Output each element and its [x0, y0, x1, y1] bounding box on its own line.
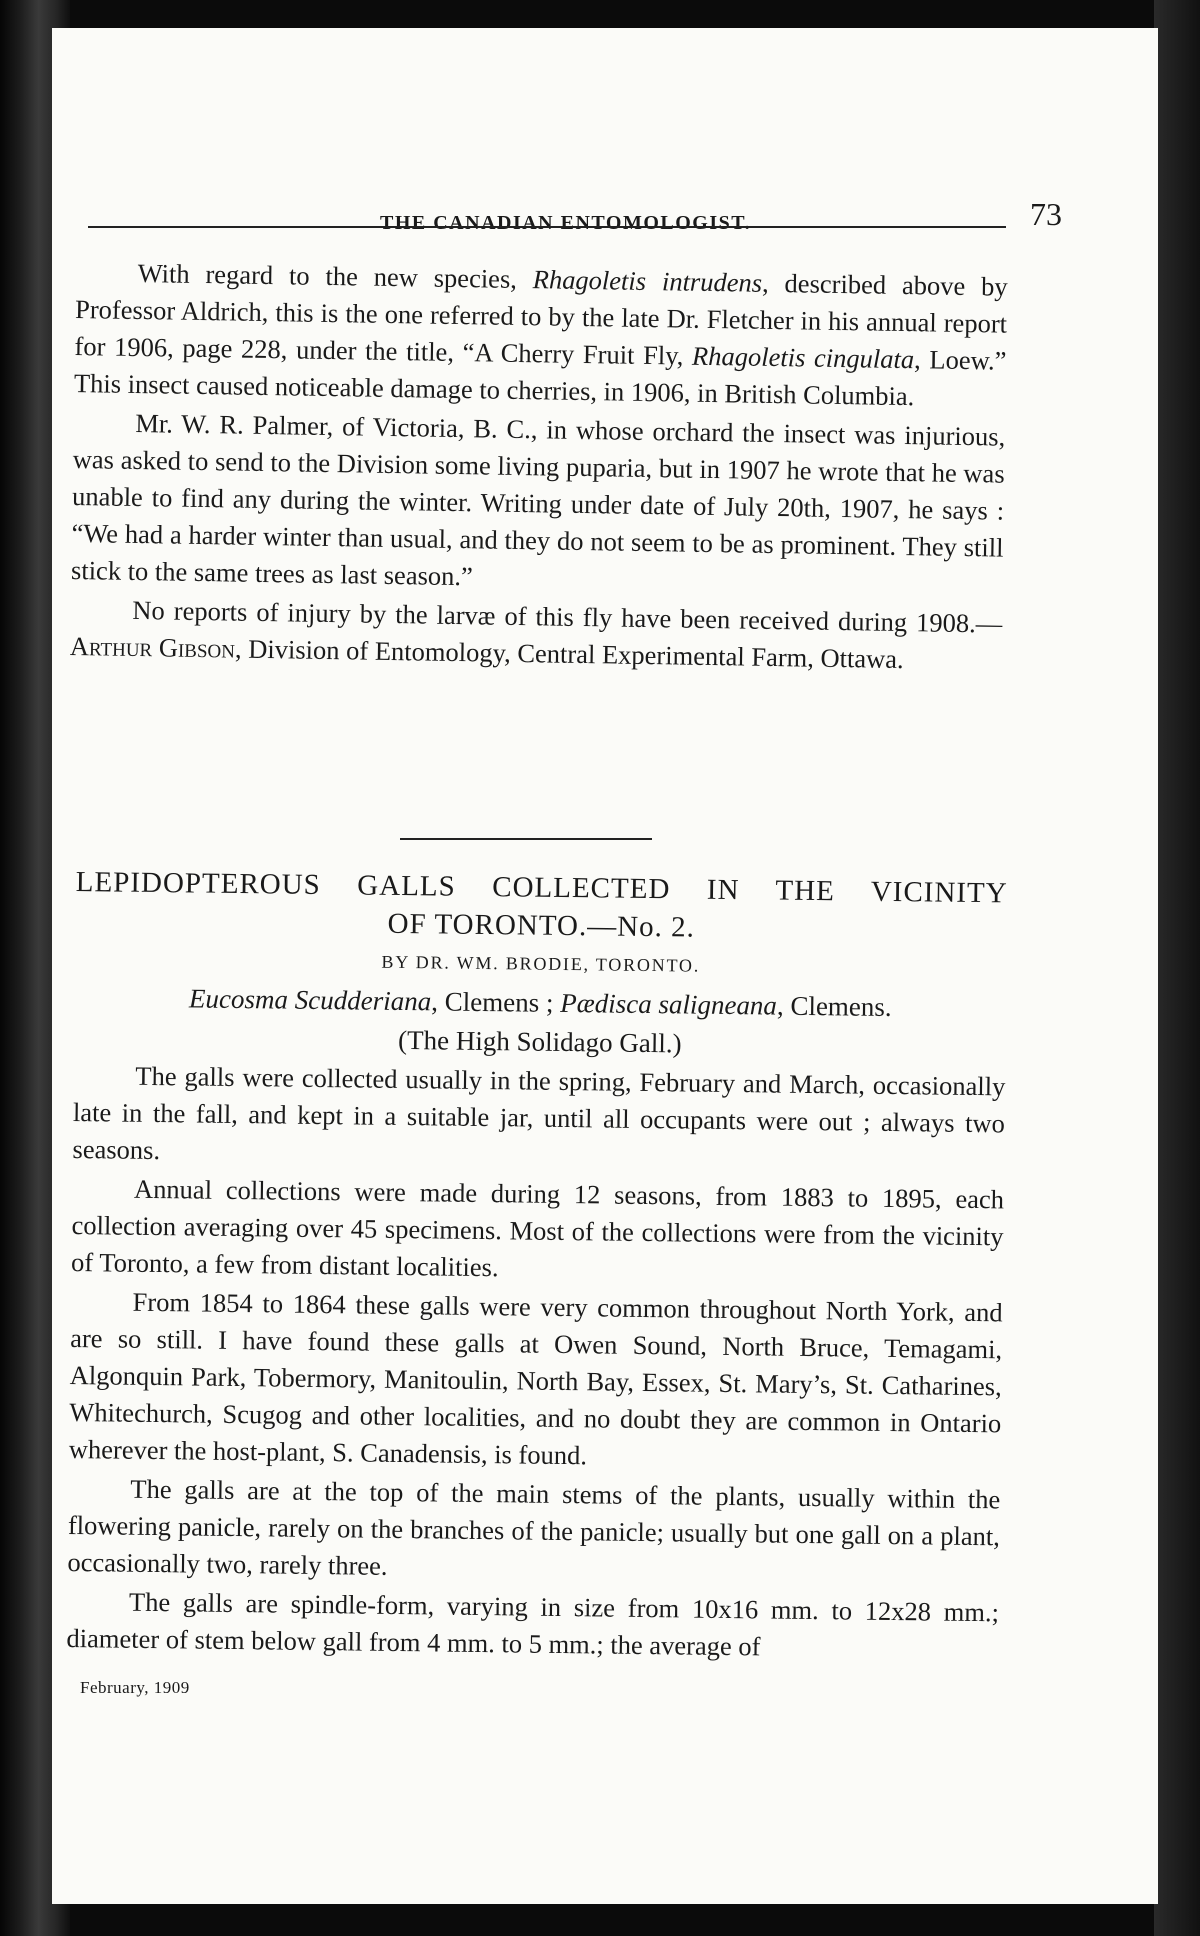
- paragraph: The galls are spindle-form, varying in size from 10x16 mm. to 12x28 mm.; diameter of stem below gall from 4 mm. to 5 mm.; the average of: [66, 1586, 1000, 1662]
- author-name: Arthur Gibson: [69, 630, 236, 664]
- text: , Clemens.: [776, 990, 892, 1022]
- page-header: [342, 178, 1062, 238]
- text: With regard to the new species,: [137, 257, 534, 295]
- text: , Division of Entomology, Central Experimental Farm, Ottawa.: [234, 633, 904, 675]
- paragraph: The galls are at the top of the main stems of the plants, usually within the flowering panicle, rarely on the branches of the panicle; usually but one gall on a plant, occasionally two, rarely three.: [67, 1473, 1001, 1581]
- byline: BY DR. WM. BRODIE, TORONTO.: [381, 951, 701, 976]
- page-number: 73: [1030, 196, 1062, 232]
- text: , Loew.” This insect caused noticeable damage to cherries, in 1906, in British Columbia.: [73, 344, 1007, 412]
- paragraph: [74, 254, 1008, 417]
- paragraph: The galls were collected usually in the spring, February and March, occasionally late in the fall, and kept in a suitable jar, until all occupants were out ; always two seasons.: [72, 1060, 1006, 1166]
- gall-common-name: (The High Solidago Gall.): [397, 1024, 682, 1059]
- running-title: THE CANADIAN ENTOMOLOGIST.: [380, 212, 752, 234]
- paragraph: Mr. W. R. Palmer, of Victoria, B. C., in whose orchard the insect was injurious, was asked to send to the Division some living puparia, but in 1907 he wrote that he was unable to find any during the winter. Writing under date of July 20th, 1907, he says : “We had a harder winter than usual, and they do not seem to be as prominent. They still stick to the same trees as last season.”: [70, 407, 1006, 592]
- text: , described above by Professor Aldrich, this is the one referred to by the late Dr. Fletcher in his annual report for 1906, page 228, under the title, “A Cherry Fruit Fly,: [74, 267, 1008, 371]
- paragraph: [70, 591, 1003, 680]
- lepidopterous-galls-article: [66, 864, 1008, 1668]
- cherry-fruit-fly-note: [70, 254, 1008, 680]
- issue-date: February, 1909: [80, 1678, 190, 1697]
- header-rule: [88, 226, 1006, 228]
- species-name: Rhagoletis intrudens: [532, 264, 763, 298]
- article-title-line-2: OF TORONTO.—No. 2.: [387, 907, 696, 944]
- species-name: Rhagoletis cingulata: [691, 340, 915, 375]
- species-name: Pædisca saligneana: [560, 987, 778, 1021]
- paragraph: Annual collections were made during 12 seasons, from 1883 to 1895, each collection averaging over 45 specimens. Most of the collections were from the vicinity of Toronto, a few from distant localities.: [70, 1173, 1005, 1283]
- species-name: Eucosma Scudderiana: [188, 983, 432, 1017]
- page-edge-shadow: [1154, 0, 1200, 1936]
- text: , Clemens ;: [431, 986, 561, 1018]
- paragraph: From 1854 to 1864 these galls were very common throughout North York, and are so still. I have found these galls at Owen Sound, North Bruce, Temagami, Algonquin Park, Tobermory, Manitoulin, North Bay, Essex, St. Mary’s, St. Catharines, Whitechurch, Scugog and other localities, and no doubt they are common in Ontario wherever the host-plant, S. Canadensis, is found.: [68, 1286, 1003, 1471]
- section-divider: [400, 838, 652, 840]
- text: No reports of injury by the larvæ of this fly have been received during 1908.—: [132, 594, 1003, 639]
- article-title-line-1: LEPIDOPTEROUS GALLS COLLECTED IN THE VICINITY: [75, 865, 1008, 910]
